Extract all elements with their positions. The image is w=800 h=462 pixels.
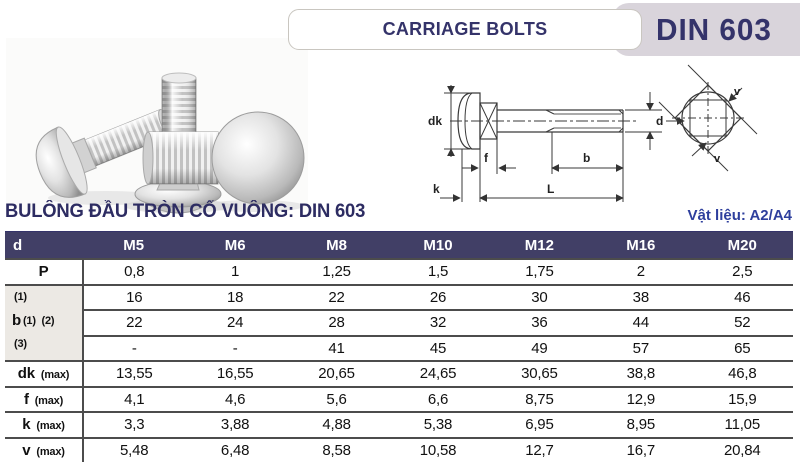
- cell-f-m8: 5,6: [286, 387, 387, 413]
- cell-b2-m5: 22: [83, 310, 184, 336]
- product-title-box: [288, 9, 642, 50]
- table-row-dk: [5, 361, 793, 387]
- row-label-b3: (3): [5, 333, 82, 357]
- cell-k-m16: 8,95: [590, 412, 691, 438]
- column-header-m8: M8: [286, 232, 387, 260]
- dim-label-k: k: [433, 182, 440, 196]
- cell-p-m12: 1,75: [489, 259, 590, 285]
- cell-k-m8: 4,88: [286, 412, 387, 438]
- cell-b1-m12: 30: [489, 285, 590, 311]
- bolt-end-view: [659, 65, 757, 171]
- row-label-k: k (max): [5, 412, 83, 438]
- din-standard-label: DIN 603: [656, 12, 772, 48]
- cell-b1-m10: 26: [387, 285, 488, 311]
- cell-b2-m10: 32: [387, 310, 488, 336]
- cell-dk-m6: 16,55: [184, 361, 285, 387]
- cell-f-m6: 4,6: [184, 387, 285, 413]
- row-label-f: f (max): [5, 387, 83, 413]
- cell-k-m6: 3,88: [184, 412, 285, 438]
- cell-b1-m20: 46: [692, 285, 793, 311]
- row-label-dk: dk (max): [5, 361, 83, 387]
- dim-label-dk: dk: [428, 114, 442, 128]
- column-header-m5: M5: [83, 232, 184, 260]
- cell-b2-m12: 36: [489, 310, 590, 336]
- cell-f-m20: 15,9: [692, 387, 793, 413]
- cell-dk-m8: 20,65: [286, 361, 387, 387]
- cell-k-m12: 6,95: [489, 412, 590, 438]
- cell-v-m8: 8,58: [286, 438, 387, 462]
- cell-b3-m12: 49: [489, 336, 590, 362]
- dim-label-v-bottom: v: [714, 153, 721, 165]
- cell-p-m16: 2: [590, 259, 691, 285]
- cell-f-m16: 12,9: [590, 387, 691, 413]
- cell-p-m10: 1,5: [387, 259, 488, 285]
- cell-p-m6: 1: [184, 259, 285, 285]
- cell-b3-m5: -: [83, 336, 184, 362]
- dim-label-v-top: v: [734, 86, 741, 98]
- technical-drawing: [420, 56, 800, 210]
- cell-p-m20: 2,5: [692, 259, 793, 285]
- cell-v-m12: 12,7: [489, 438, 590, 462]
- cell-dk-m5: 13,55: [83, 361, 184, 387]
- column-header-m16: M16: [590, 232, 691, 260]
- cell-b3-m20: 65: [692, 336, 793, 362]
- table-row-b1: [5, 285, 793, 311]
- dimension-labels: [428, 86, 741, 196]
- cell-v-m10: 10,58: [387, 438, 488, 462]
- dim-label-d: d: [656, 114, 663, 128]
- cell-b2-m20: 52: [692, 310, 793, 336]
- cell-b3-m16: 57: [590, 336, 691, 362]
- cell-b1-m6: 18: [184, 285, 285, 311]
- cell-v-m20: 20,84: [692, 438, 793, 462]
- cell-f-m10: 6,6: [387, 387, 488, 413]
- cell-p-m5: 0,8: [83, 259, 184, 285]
- column-header-m20: M20: [692, 232, 793, 260]
- dim-label-f: f: [484, 151, 489, 165]
- cell-dk-m12: 30,65: [489, 361, 590, 387]
- cell-v-m6: 6,48: [184, 438, 285, 462]
- cell-b1-m8: 22: [286, 285, 387, 311]
- column-header-m6: M6: [184, 232, 285, 260]
- row-label-p: P: [5, 259, 83, 285]
- dim-label-b: b: [583, 151, 590, 165]
- cell-p-m8: 1,25: [286, 259, 387, 285]
- cell-v-m16: 16,7: [590, 438, 691, 462]
- table-row-v: [5, 438, 793, 462]
- table-row-p: [5, 259, 793, 285]
- cell-k-m20: 11,05: [692, 412, 793, 438]
- table-row-b2: [5, 310, 793, 336]
- column-header-m10: M10: [387, 232, 488, 260]
- cell-b2-m8: 28: [286, 310, 387, 336]
- cell-b2-m6: 24: [184, 310, 285, 336]
- cell-dk-m20: 46,8: [692, 361, 793, 387]
- cell-dk-m10: 24,65: [387, 361, 488, 387]
- row-label-b: b (1) (2): [5, 309, 82, 333]
- table-row-b3: [5, 336, 793, 362]
- column-header-d: d: [5, 232, 83, 260]
- cell-b1-m16: 38: [590, 285, 691, 311]
- cell-k-m5: 3,3: [83, 412, 184, 438]
- bolt-side-view: [450, 93, 684, 149]
- cell-f-m12: 8,75: [489, 387, 590, 413]
- row-label-b-group: [5, 285, 83, 362]
- cell-b3-m10: 45: [387, 336, 488, 362]
- row-label-b1: (1): [5, 286, 82, 310]
- cell-b3-m6: -: [184, 336, 285, 362]
- dim-label-L: L: [547, 182, 554, 196]
- cell-f-m5: 4,1: [83, 387, 184, 413]
- table-row-k: [5, 412, 793, 438]
- cell-b3-m8: 41: [286, 336, 387, 362]
- cell-k-m10: 5,38: [387, 412, 488, 438]
- section-title: BULÔNG ĐẦU TRÒN CỔ VUÔNG: DIN 603: [5, 201, 365, 223]
- cell-b2-m16: 44: [590, 310, 691, 336]
- column-header-m12: M12: [489, 232, 590, 260]
- product-title: CARRIAGE BOLTS: [383, 19, 548, 40]
- cell-b1-m5: 16: [83, 285, 184, 311]
- material-note: Vật liệu: A2/A4: [688, 207, 792, 224]
- table-row-f: [5, 387, 793, 413]
- dimension-table: [5, 231, 793, 462]
- product-photo: [6, 38, 308, 210]
- cell-dk-m16: 38,8: [590, 361, 691, 387]
- table-header-row: [5, 232, 793, 260]
- cell-v-m5: 5,48: [83, 438, 184, 462]
- row-label-v: v (max): [5, 438, 83, 462]
